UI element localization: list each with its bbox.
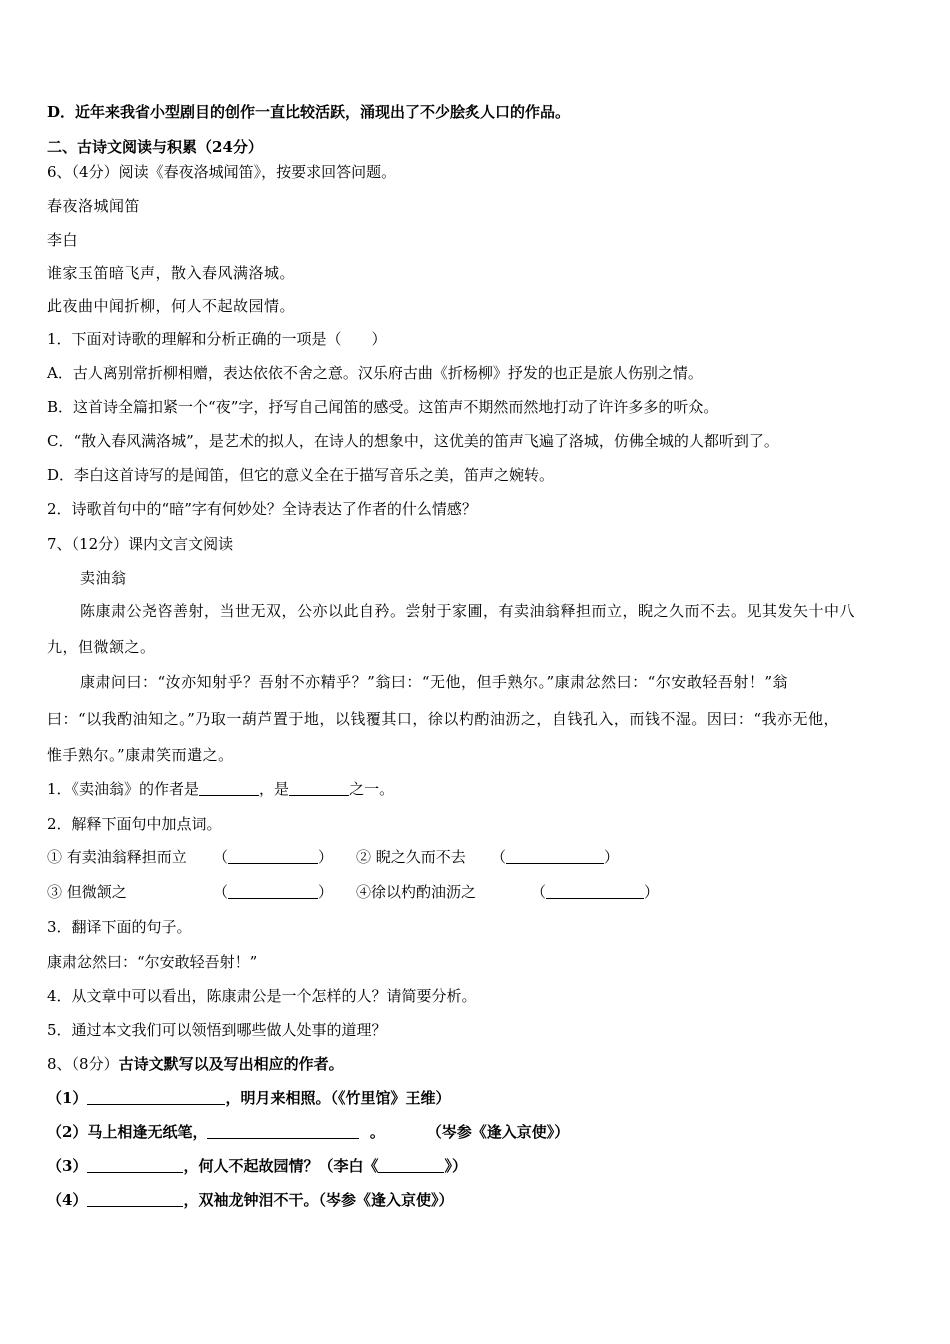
section-2-heading: 二、古诗文阅读与积累（24分） bbox=[47, 138, 263, 156]
q7-sub-1-text-a: 1．《卖油翁》的作者是 bbox=[47, 780, 200, 798]
poem-line-2: 此夜曲中闻折柳，何人不起故园情。 bbox=[47, 297, 296, 315]
word-1-blank[interactable] bbox=[228, 849, 318, 864]
q5-option-d: D．近年来我省小型剧目的创作一直比较活跃，涌现出了不少脍炙人口的作品。 bbox=[47, 103, 571, 121]
q7-header: 7、（12分）课内文言文阅读 bbox=[47, 535, 234, 553]
q8-blank-3-title[interactable] bbox=[378, 1158, 444, 1173]
text-para-2b: 曰：“以我酌油知之。”乃取一葫芦置于地，以钱覆其口，徐以杓酌油沥之，自钱孔入，而钱不湿。因曰：“我亦无他， bbox=[47, 710, 840, 728]
word-item-1: ① 有卖油翁释担而立 bbox=[47, 848, 187, 866]
text-para-1a: 陈康肃公尧咨善射，当世无双，公亦以此自矜。尝射于家圃，有卖油翁释担而立，睨之久而不去。见其发矢十中八 bbox=[80, 602, 856, 620]
word-item-3: ③ 但微颔之 bbox=[47, 883, 127, 901]
q6-option-b: B．这首诗全篇扣紧一个“夜”字，抒写自己闻笛的感受。这笛声不期然而然地打动了许许多多的听众。 bbox=[47, 398, 719, 416]
q8-blank-4[interactable] bbox=[87, 1192, 183, 1207]
q8-blank-1[interactable] bbox=[87, 1090, 225, 1105]
q8-line-3: （3） ，何人不起故园情？（李白《 》） bbox=[47, 1157, 467, 1175]
q8-blank-2[interactable] bbox=[207, 1124, 359, 1139]
poem-line-1: 谁家玉笛暗飞声，散入春风满洛城。 bbox=[47, 264, 296, 282]
q8-line-4: （4） ，双袖龙钟泪不干。（岑参《逢入京使》） bbox=[47, 1191, 454, 1209]
word-item-4: ④徐以杓酌油沥之 bbox=[356, 883, 477, 901]
text-para-2a: 康肃问曰：“汝亦知射乎？吾射不亦精乎？”翁曰：“无他，但手熟尔。”康肃忿然曰：“尔安敢轻吾射！”翁 bbox=[80, 673, 789, 691]
word-3-blank[interactable] bbox=[228, 884, 318, 899]
word-item-2: ② 睨之久而不去 bbox=[356, 848, 466, 866]
text-para-1b: 九，但微颔之。 bbox=[47, 638, 156, 656]
q6-option-d: D．李白这首诗写的是闻笛，但它的意义全在于描写音乐之美，笛声之婉转。 bbox=[47, 466, 555, 484]
q7-sub-3-sentence: 康肃忿然曰：“尔安敢轻吾射！” bbox=[47, 953, 258, 971]
q7-sub-1 bbox=[47, 779, 394, 799]
text-title: 卖油翁 bbox=[80, 569, 127, 587]
author-blank[interactable] bbox=[199, 781, 259, 796]
q7-sub-5: 5．通过本文我们可以领悟到哪些做人处事的道理？ bbox=[47, 1021, 387, 1039]
q8-header: 8、（8分）古诗文默写以及写出相应的作者。 bbox=[47, 1055, 344, 1073]
q7-sub-4: 4．从文章中可以看出，陈康肃公是一个怎样的人？请简要分析。 bbox=[47, 987, 477, 1005]
text-para-2c: 惟手熟尔。”康肃笑而遣之。 bbox=[47, 746, 234, 764]
identity-blank[interactable] bbox=[289, 781, 349, 796]
q6-option-c: C．“散入春风满洛城”，是艺术的拟人，在诗人的想象中，这优美的笛声飞遍了洛城，仿佛全城的人都听到了。 bbox=[47, 432, 779, 450]
poem-title: 春夜洛城闻笛 bbox=[47, 197, 141, 215]
word-item-1-answer: （ ） bbox=[213, 848, 334, 866]
word-2-blank[interactable] bbox=[506, 849, 604, 864]
q8-line-2: （2）马上相逢无纸笔， 。 （岑参《逢入京使》） bbox=[47, 1123, 570, 1141]
q7-sub-2: 2．解释下面句中加点词。 bbox=[47, 815, 222, 833]
q6-sub-2: 2．诗歌首句中的“暗”字有何妙处？全诗表达了作者的什么情感？ bbox=[47, 500, 477, 518]
q7-sub-3: 3．翻译下面的句子。 bbox=[47, 918, 192, 936]
word-4-blank[interactable] bbox=[546, 884, 644, 899]
word-item-3-answer: （ ） bbox=[213, 883, 334, 901]
poem-author: 李白 bbox=[47, 231, 79, 249]
q6-sub-1: 1．下面对诗歌的理解和分析正确的一项是（ ） bbox=[47, 330, 387, 348]
word-item-2-answer: （ ） bbox=[491, 848, 620, 866]
q7-sub-1-text-c: 之一。 bbox=[349, 780, 395, 798]
q7-sub-1-text-b: ，是 bbox=[259, 780, 290, 798]
q6-option-a: A．古人离别常折柳相赠，表达依依不舍之意。汉乐府古曲《折杨柳》抒发的也正是旅人伤别之情。 bbox=[47, 364, 703, 382]
q6-header: 6、（4分）阅读《春夜洛城闻笛》，按要求回答问题。 bbox=[47, 163, 397, 181]
word-item-4-answer: （ ） bbox=[531, 883, 660, 901]
q8-blank-3[interactable] bbox=[87, 1158, 183, 1173]
q8-line-1: （1） ，明月来相照。（《竹里馆》王维） bbox=[47, 1089, 451, 1107]
